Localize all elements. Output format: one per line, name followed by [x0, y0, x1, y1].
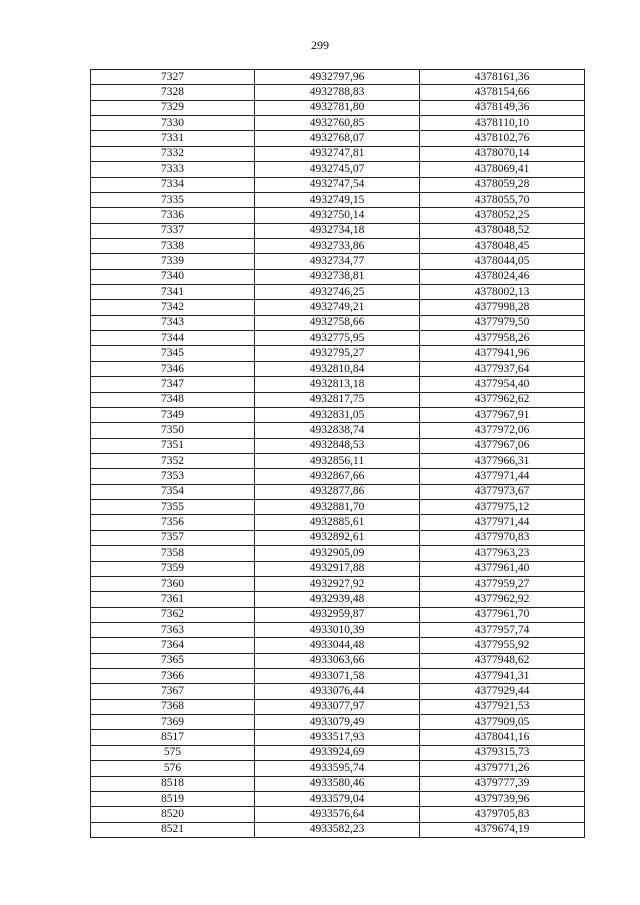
- y-coordinate-cell: 4377972,06: [420, 423, 585, 438]
- table-row: [91, 331, 585, 346]
- point-number-cell: 7347: [91, 377, 255, 392]
- x-coordinate-cell: 4932747,81: [255, 146, 420, 161]
- x-coordinate-cell: 4932959,87: [255, 607, 420, 622]
- point-number-cell: 7353: [91, 469, 255, 484]
- table-row: [91, 638, 585, 653]
- table-row: [91, 238, 585, 253]
- point-number-cell: 7332: [91, 146, 255, 161]
- y-coordinate-cell: 4377958,26: [420, 331, 585, 346]
- point-number-cell: 576: [91, 761, 255, 776]
- y-coordinate-cell: 4378149,36: [420, 100, 585, 115]
- point-number-cell: 8518: [91, 776, 255, 791]
- point-number-cell: 7351: [91, 438, 255, 453]
- table-row: [91, 561, 585, 576]
- point-number-cell: 7361: [91, 592, 255, 607]
- y-coordinate-cell: 4379739,96: [420, 791, 585, 806]
- x-coordinate-cell: 4932795,27: [255, 346, 420, 361]
- y-coordinate-cell: 4378024,46: [420, 269, 585, 284]
- y-coordinate-cell: 4378069,41: [420, 162, 585, 177]
- x-coordinate-cell: 4933517,93: [255, 730, 420, 745]
- table-row: [91, 146, 585, 161]
- y-coordinate-cell: 4377979,50: [420, 315, 585, 330]
- table-row: [91, 285, 585, 300]
- table-row: [91, 715, 585, 730]
- x-coordinate-cell: 4932831,05: [255, 407, 420, 422]
- table-row: [91, 254, 585, 269]
- point-number-cell: 7340: [91, 269, 255, 284]
- point-number-cell: 7337: [91, 223, 255, 238]
- point-number-cell: 7350: [91, 423, 255, 438]
- table-row: [91, 407, 585, 422]
- x-coordinate-cell: 4932734,77: [255, 254, 420, 269]
- y-coordinate-cell: 4377967,91: [420, 407, 585, 422]
- x-coordinate-cell: 4933010,39: [255, 622, 420, 637]
- x-coordinate-cell: 4933580,46: [255, 776, 420, 791]
- table-row: [91, 208, 585, 223]
- y-coordinate-cell: 4377948,62: [420, 653, 585, 668]
- table-row: [91, 177, 585, 192]
- y-coordinate-cell: 4378002,13: [420, 285, 585, 300]
- point-number-cell: 7364: [91, 638, 255, 653]
- x-coordinate-cell: 4932750,14: [255, 208, 420, 223]
- y-coordinate-cell: 4377941,31: [420, 669, 585, 684]
- table-row: [91, 592, 585, 607]
- point-number-cell: 7358: [91, 546, 255, 561]
- point-number-cell: 7359: [91, 561, 255, 576]
- y-coordinate-cell: 4378055,70: [420, 192, 585, 207]
- x-coordinate-cell: 4932885,61: [255, 515, 420, 530]
- x-coordinate-cell: 4932892,61: [255, 530, 420, 545]
- table-row: [91, 223, 585, 238]
- x-coordinate-cell: 4933576,64: [255, 807, 420, 822]
- table-row: [91, 361, 585, 376]
- table-row: [91, 100, 585, 115]
- point-number-cell: 7367: [91, 684, 255, 699]
- point-number-cell: 8517: [91, 730, 255, 745]
- x-coordinate-cell: 4932745,07: [255, 162, 420, 177]
- y-coordinate-cell: 4377957,74: [420, 622, 585, 637]
- x-coordinate-cell: 4932733,86: [255, 238, 420, 253]
- y-coordinate-cell: 4377961,40: [420, 561, 585, 576]
- x-coordinate-cell: 4932781,80: [255, 100, 420, 115]
- point-number-cell: 7333: [91, 162, 255, 177]
- table-row: [91, 377, 585, 392]
- x-coordinate-cell: 4932747,54: [255, 177, 420, 192]
- x-coordinate-cell: 4933579,04: [255, 791, 420, 806]
- x-coordinate-cell: 4932877,86: [255, 484, 420, 499]
- y-coordinate-cell: 4378048,45: [420, 238, 585, 253]
- table-row: [91, 807, 585, 822]
- table-row: [91, 761, 585, 776]
- point-number-cell: 7336: [91, 208, 255, 223]
- y-coordinate-cell: 4378161,36: [420, 70, 585, 85]
- table-row: [91, 530, 585, 545]
- point-number-cell: 7362: [91, 607, 255, 622]
- table-row: [91, 469, 585, 484]
- y-coordinate-cell: 4377967,06: [420, 438, 585, 453]
- y-coordinate-cell: 4377961,70: [420, 607, 585, 622]
- y-coordinate-cell: 4379705,83: [420, 807, 585, 822]
- y-coordinate-cell: 4377975,12: [420, 500, 585, 515]
- point-number-cell: 7366: [91, 669, 255, 684]
- table-row: [91, 438, 585, 453]
- table-row: [91, 745, 585, 760]
- y-coordinate-cell: 4379315,73: [420, 745, 585, 760]
- table-row: [91, 791, 585, 806]
- x-coordinate-cell: 4933924,69: [255, 745, 420, 760]
- table-row: [91, 192, 585, 207]
- table-row: [91, 500, 585, 515]
- table-row: [91, 392, 585, 407]
- x-coordinate-cell: 4933044,48: [255, 638, 420, 653]
- point-number-cell: 7354: [91, 484, 255, 499]
- table-row: [91, 822, 585, 837]
- y-coordinate-cell: 4379771,26: [420, 761, 585, 776]
- y-coordinate-cell: 4378110,10: [420, 116, 585, 131]
- point-number-cell: 7338: [91, 238, 255, 253]
- point-number-cell: 7330: [91, 116, 255, 131]
- table-row: [91, 116, 585, 131]
- point-number-cell: 7335: [91, 192, 255, 207]
- x-coordinate-cell: 4932838,74: [255, 423, 420, 438]
- coordinates-table: [90, 69, 585, 838]
- y-coordinate-cell: 4378052,25: [420, 208, 585, 223]
- point-number-cell: 7365: [91, 653, 255, 668]
- x-coordinate-cell: 4933079,49: [255, 715, 420, 730]
- x-coordinate-cell: 4932749,21: [255, 300, 420, 315]
- x-coordinate-cell: 4932788,83: [255, 85, 420, 100]
- table-row: [91, 484, 585, 499]
- table-row: [91, 453, 585, 468]
- point-number-cell: 7344: [91, 331, 255, 346]
- table-row: [91, 131, 585, 146]
- y-coordinate-cell: 4377962,62: [420, 392, 585, 407]
- x-coordinate-cell: 4932817,75: [255, 392, 420, 407]
- table-row: [91, 70, 585, 85]
- x-coordinate-cell: 4933071,58: [255, 669, 420, 684]
- x-coordinate-cell: 4932939,48: [255, 592, 420, 607]
- x-coordinate-cell: 4933595,74: [255, 761, 420, 776]
- y-coordinate-cell: 4377941,96: [420, 346, 585, 361]
- point-number-cell: 7331: [91, 131, 255, 146]
- y-coordinate-cell: 4379777,39: [420, 776, 585, 791]
- y-coordinate-cell: 4377929,44: [420, 684, 585, 699]
- point-number-cell: 575: [91, 745, 255, 760]
- table-row: [91, 684, 585, 699]
- table-row: [91, 653, 585, 668]
- y-coordinate-cell: 4377963,23: [420, 546, 585, 561]
- point-number-cell: 7357: [91, 530, 255, 545]
- table-row: [91, 776, 585, 791]
- point-number-cell: 7345: [91, 346, 255, 361]
- y-coordinate-cell: 4377909,05: [420, 715, 585, 730]
- table-row: [91, 315, 585, 330]
- x-coordinate-cell: 4932738,81: [255, 269, 420, 284]
- x-coordinate-cell: 4932810,84: [255, 361, 420, 376]
- x-coordinate-cell: 4932734,18: [255, 223, 420, 238]
- y-coordinate-cell: 4377959,27: [420, 576, 585, 591]
- x-coordinate-cell: 4932867,66: [255, 469, 420, 484]
- point-number-cell: 7355: [91, 500, 255, 515]
- y-coordinate-cell: 4379674,19: [420, 822, 585, 837]
- y-coordinate-cell: 4377971,44: [420, 469, 585, 484]
- y-coordinate-cell: 4378044,05: [420, 254, 585, 269]
- y-coordinate-cell: 4378070,14: [420, 146, 585, 161]
- x-coordinate-cell: 4932927,92: [255, 576, 420, 591]
- table-row: [91, 346, 585, 361]
- y-coordinate-cell: 4378154,66: [420, 85, 585, 100]
- table-row: [91, 515, 585, 530]
- x-coordinate-cell: 4932760,85: [255, 116, 420, 131]
- point-number-cell: 7369: [91, 715, 255, 730]
- point-number-cell: 7349: [91, 407, 255, 422]
- x-coordinate-cell: 4932775,95: [255, 331, 420, 346]
- point-number-cell: 7327: [91, 70, 255, 85]
- point-number-cell: 7346: [91, 361, 255, 376]
- point-number-cell: 7341: [91, 285, 255, 300]
- x-coordinate-cell: 4932848,53: [255, 438, 420, 453]
- y-coordinate-cell: 4377966,31: [420, 453, 585, 468]
- y-coordinate-cell: 4378102,76: [420, 131, 585, 146]
- y-coordinate-cell: 4377962,92: [420, 592, 585, 607]
- page-number: 299: [311, 38, 329, 52]
- table-row: [91, 546, 585, 561]
- point-number-cell: 7343: [91, 315, 255, 330]
- point-number-cell: 7368: [91, 699, 255, 714]
- table-row: [91, 699, 585, 714]
- x-coordinate-cell: 4932749,15: [255, 192, 420, 207]
- point-number-cell: 7356: [91, 515, 255, 530]
- y-coordinate-cell: 4378041,16: [420, 730, 585, 745]
- point-number-cell: 8520: [91, 807, 255, 822]
- point-number-cell: 8521: [91, 822, 255, 837]
- table-row: [91, 576, 585, 591]
- y-coordinate-cell: 4377955,92: [420, 638, 585, 653]
- table-row: [91, 269, 585, 284]
- y-coordinate-cell: 4377971,44: [420, 515, 585, 530]
- x-coordinate-cell: 4932797,96: [255, 70, 420, 85]
- table-row: [91, 300, 585, 315]
- x-coordinate-cell: 4933582,23: [255, 822, 420, 837]
- y-coordinate-cell: 4377954,40: [420, 377, 585, 392]
- table-row: [91, 423, 585, 438]
- point-number-cell: 7342: [91, 300, 255, 315]
- x-coordinate-cell: 4932917,88: [255, 561, 420, 576]
- table-row: [91, 730, 585, 745]
- x-coordinate-cell: 4932905,09: [255, 546, 420, 561]
- point-number-cell: 7363: [91, 622, 255, 637]
- point-number-cell: 8519: [91, 791, 255, 806]
- y-coordinate-cell: 4377921,53: [420, 699, 585, 714]
- point-number-cell: 7360: [91, 576, 255, 591]
- y-coordinate-cell: 4377937,64: [420, 361, 585, 376]
- point-number-cell: 7348: [91, 392, 255, 407]
- table-row: [91, 622, 585, 637]
- y-coordinate-cell: 4377998,28: [420, 300, 585, 315]
- y-coordinate-cell: 4378048,52: [420, 223, 585, 238]
- coordinates-table-body: [91, 70, 585, 838]
- x-coordinate-cell: 4932813,18: [255, 377, 420, 392]
- x-coordinate-cell: 4933076,44: [255, 684, 420, 699]
- point-number-cell: 7329: [91, 100, 255, 115]
- table-row: [91, 607, 585, 622]
- point-number-cell: 7334: [91, 177, 255, 192]
- x-coordinate-cell: 4932856,11: [255, 453, 420, 468]
- x-coordinate-cell: 4932881,70: [255, 500, 420, 515]
- point-number-cell: 7328: [91, 85, 255, 100]
- point-number-cell: 7339: [91, 254, 255, 269]
- x-coordinate-cell: 4932746,25: [255, 285, 420, 300]
- y-coordinate-cell: 4377970,83: [420, 530, 585, 545]
- x-coordinate-cell: 4932758,66: [255, 315, 420, 330]
- table-row: [91, 85, 585, 100]
- y-coordinate-cell: 4378059,28: [420, 177, 585, 192]
- y-coordinate-cell: 4377973,67: [420, 484, 585, 499]
- point-number-cell: 7352: [91, 453, 255, 468]
- x-coordinate-cell: 4933063,66: [255, 653, 420, 668]
- x-coordinate-cell: 4932768,07: [255, 131, 420, 146]
- x-coordinate-cell: 4933077,97: [255, 699, 420, 714]
- table-row: [91, 162, 585, 177]
- table-row: [91, 669, 585, 684]
